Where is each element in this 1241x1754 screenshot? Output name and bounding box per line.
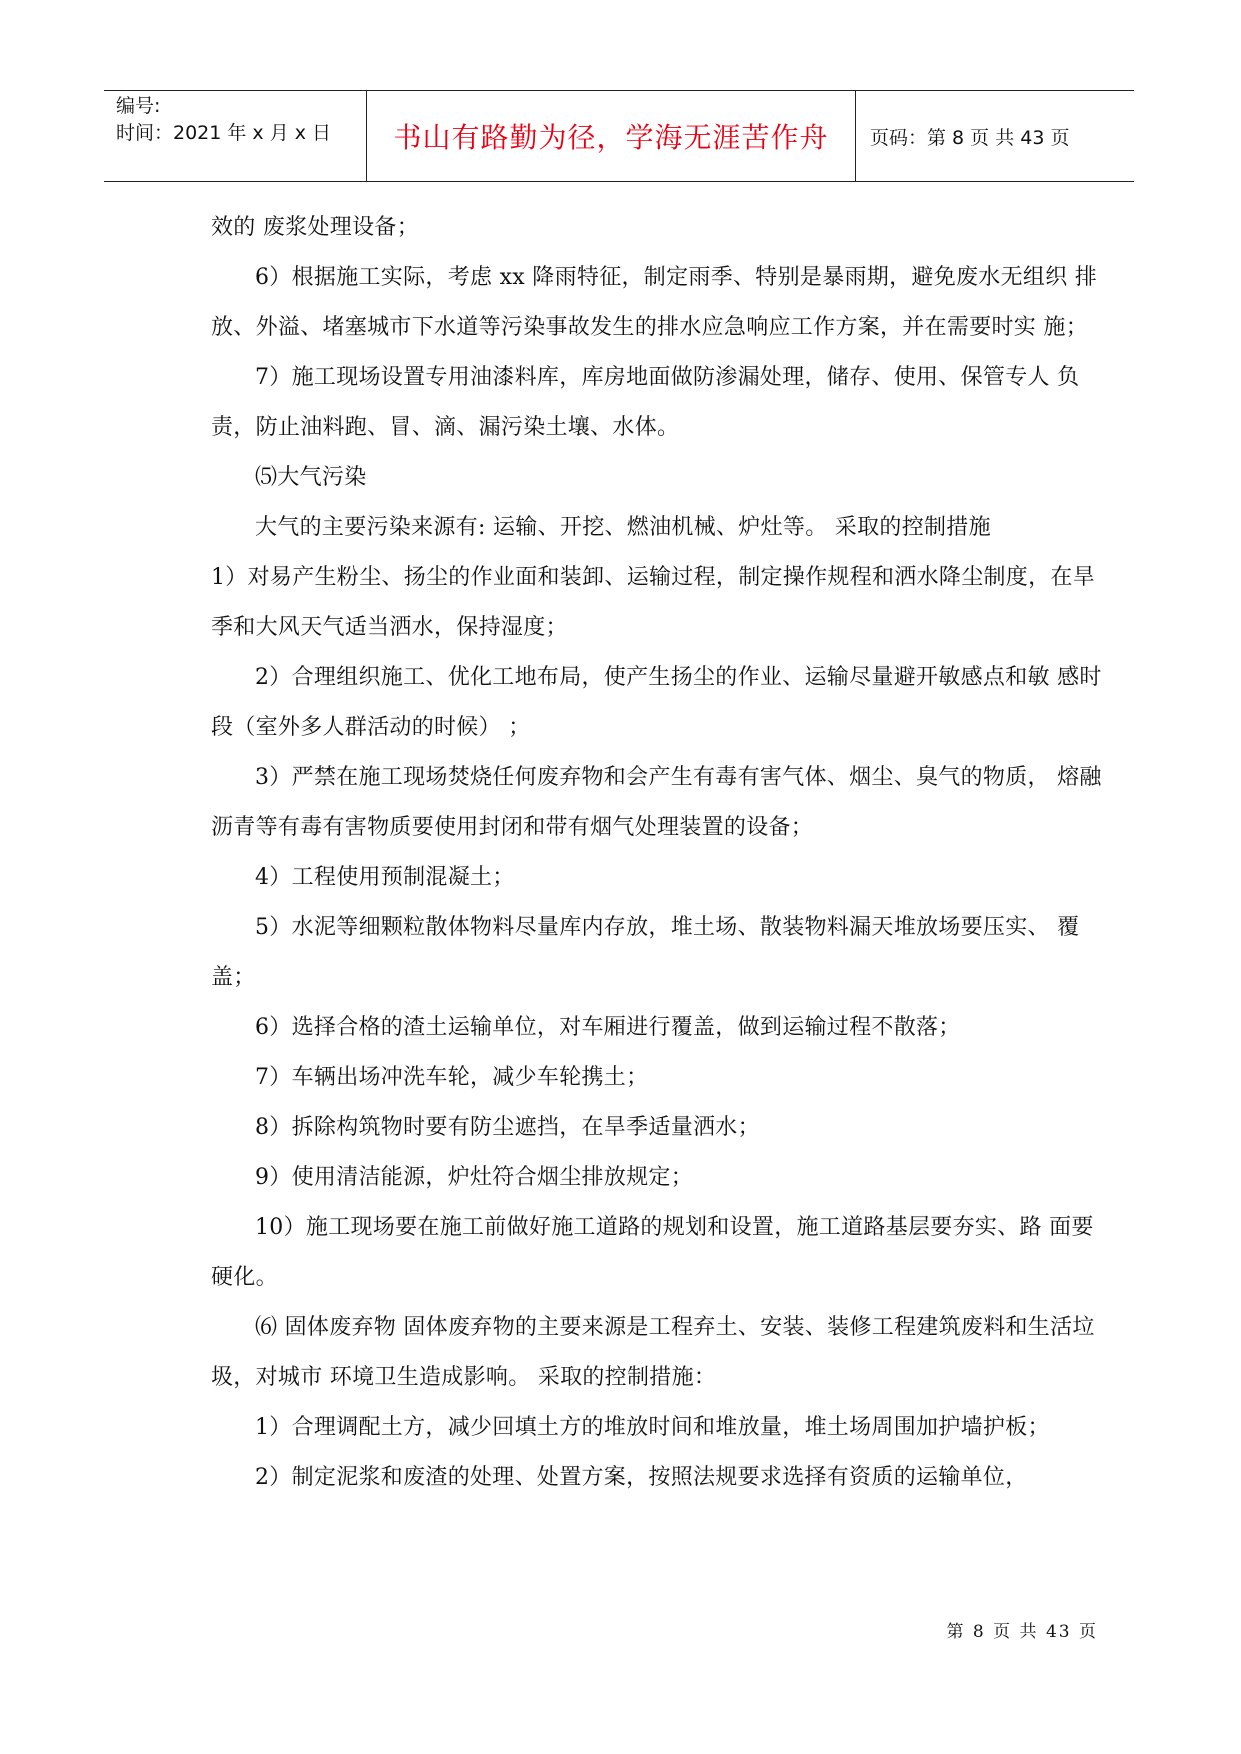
header-meta-cell bbox=[104, 91, 367, 181]
paragraph: 2）制定泥浆和废渣的处理、处置方案，按照法规要求选择有资质的运输单位， bbox=[255, 1465, 1028, 1490]
time-label: 时间：2021 年 x 月 x 日 bbox=[116, 122, 332, 144]
paragraph: 5）水泥等细颗粒散体物料尽量库内存放，堆土场、散装物料漏天堆放场要压实、 覆盖； bbox=[211, 915, 1080, 990]
header-motto-cell bbox=[367, 91, 856, 181]
page-label: 页码：第 8 页 共 43 页 bbox=[870, 126, 1070, 149]
paragraph: 9）使用清洁能源，炉灶符合烟尘排放规定； bbox=[255, 1165, 693, 1190]
paragraph: 效的 废浆处理设备； bbox=[211, 215, 419, 240]
paragraph: 1）对易产生粉尘、扬尘的作业面和装卸、运输过程，制定操作规程和洒水降尘制度，在旱季和大风天气适当洒水，保持湿度； bbox=[211, 565, 1095, 640]
document-body bbox=[211, 203, 1105, 1503]
paragraph: 3）严禁在施工现场焚烧任何废弃物和会产生有毒有害气体、烟尘、臭气的物质， 熔融沥青等有毒有害物质要使用封闭和带有烟气处理装置的设备； bbox=[211, 765, 1102, 840]
paragraph: 10）施工现场要在施工前做好施工道路的规划和设置，施工道路基层要夯实、路 面要硬化。 bbox=[211, 1215, 1094, 1290]
paragraph: 8）拆除构筑物时要有防尘遮挡，在旱季适量洒水； bbox=[255, 1115, 760, 1140]
motto-text: 书山有路勤为径，学海无涯苦作舟 bbox=[393, 121, 829, 154]
paragraph: 6）选择合格的渣土运输单位，对车厢进行覆盖，做到运输过程不散落； bbox=[255, 1015, 961, 1040]
section-heading: ⑸大气污染 bbox=[255, 465, 367, 490]
paragraph: ⑹ 固体废弃物 固体废弃物的主要来源是工程弃土、安装、装修工程建筑废料和生活垃圾，对城市 环境卫生造成影响。 采取的控制措施： bbox=[211, 1315, 1095, 1390]
paragraph: 1）合理调配土方，减少回填土方的堆放时间和堆放量，堆土场周围加护墙护板； bbox=[255, 1415, 1050, 1440]
number-label: 编号: bbox=[116, 95, 161, 117]
paragraph: 6）根据施工实际，考虑 xx 降雨特征，制定雨季、特别是暴雨期，避免废水无组织 排放、外溢、堵塞城市下水道等污染事故发生的排水应急响应工作方案，并在需要时实 施； bbox=[211, 265, 1098, 340]
header-page-cell bbox=[856, 91, 1134, 181]
paragraph: 4）工程使用预制混凝土； bbox=[255, 865, 515, 890]
paragraph: 7）施工现场设置专用油漆料库，库房地面做防渗漏处理，储存、使用、保管专人 负责，防止油料跑、冒、滴、漏污染土壤、水体。 bbox=[211, 365, 1080, 440]
paragraph: 大气的主要污染来源有: 运输、开挖、燃油机械、炉灶等。 采取的控制措施 bbox=[255, 515, 991, 540]
paragraph: 2）合理组织施工、优化工地布局，使产生扬尘的作业、运输尽量避开敏感点和敏 感时段（室外多人群活动的时候） ； bbox=[211, 665, 1102, 740]
paragraph: 7）车辆出场冲洗车轮，减少车轮携土； bbox=[255, 1065, 649, 1090]
page-footer: 第 8 页 共 43 页 bbox=[946, 1622, 1098, 1642]
header-table bbox=[104, 90, 1134, 182]
